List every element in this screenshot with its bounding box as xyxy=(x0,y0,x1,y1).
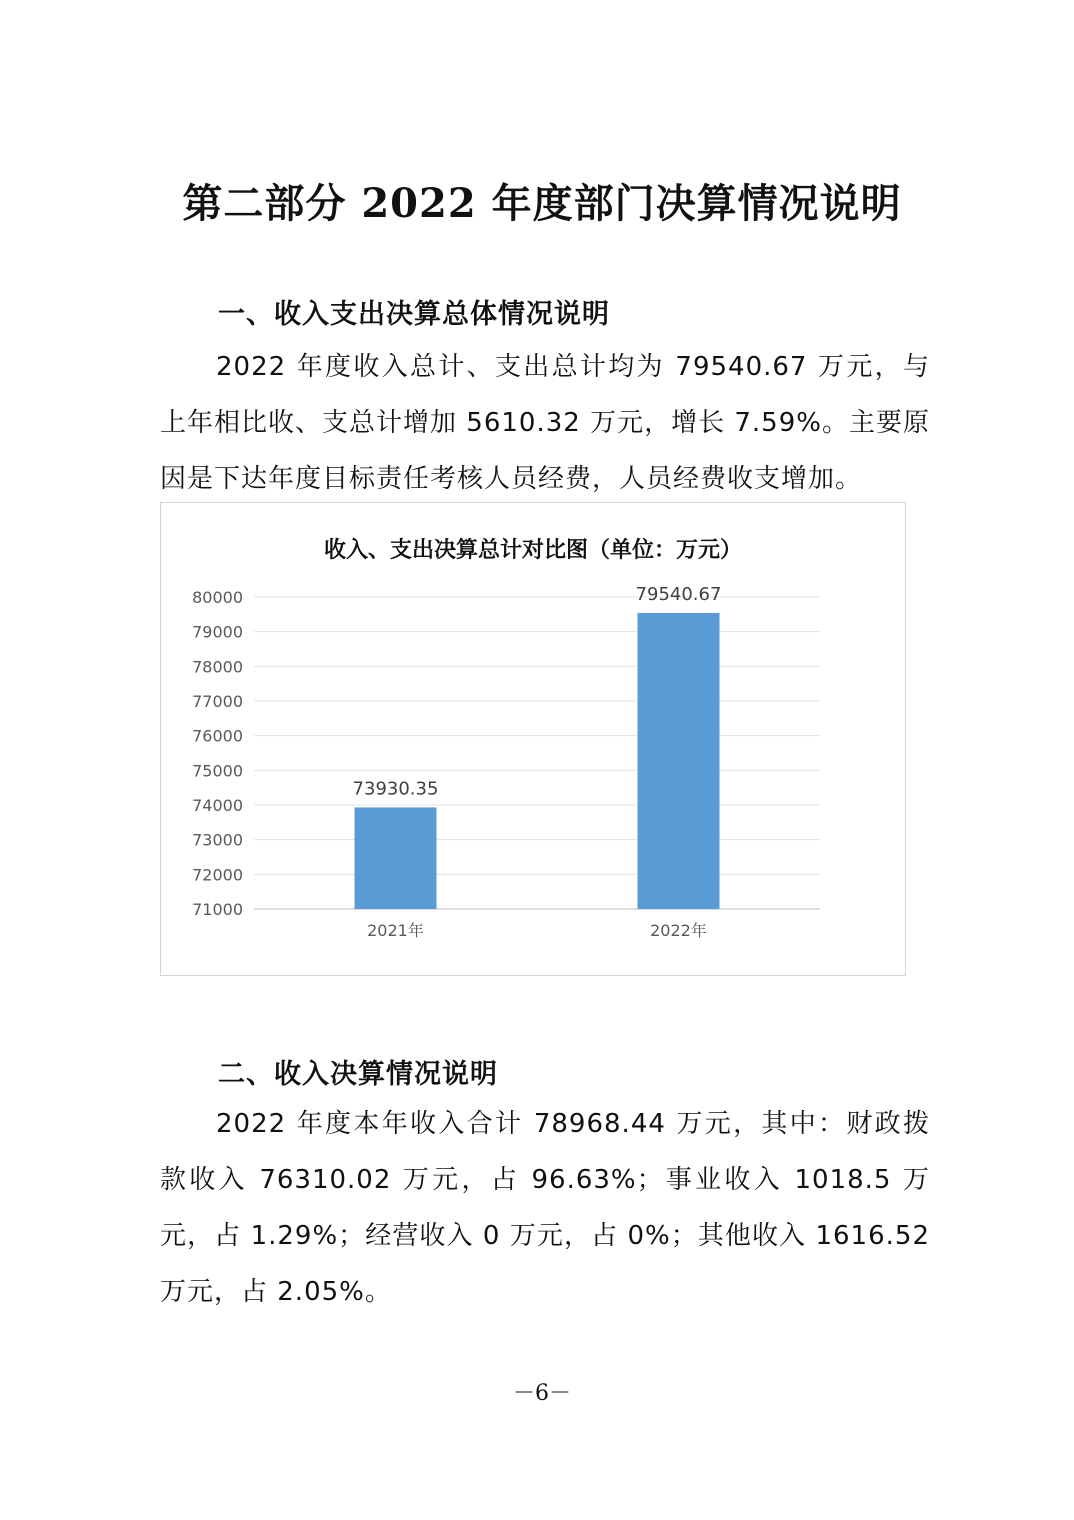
y-tick-label: 78000 xyxy=(192,657,243,677)
y-tick-label: 77000 xyxy=(192,692,243,711)
y-tick-label: 74000 xyxy=(192,796,243,815)
x-tick-label: 2022年 xyxy=(650,921,707,940)
page-number: －6－ xyxy=(513,1381,571,1406)
y-tick-label: 73000 xyxy=(192,830,243,850)
y-tick-label: 79000 xyxy=(192,622,243,642)
bar xyxy=(355,807,437,909)
y-tick-label: 71000 xyxy=(192,900,243,919)
section-paragraph-income xyxy=(160,1096,930,1320)
data-label: 79540.67 xyxy=(635,583,722,605)
chart-title: 收入、支出决算总计对比图（单位：万元） xyxy=(323,538,742,563)
bar xyxy=(638,613,720,909)
paragraph-text: 2022 年度本年收入合计 78968.44 万元，其中：财政拨款收入 76310.02 万元，占 96.63%；事业收入 1018.5 万元，占 1.29%；经营收入 0 万元，占 0%；其他收入 1616.52 万元，占 2.05%。 xyxy=(160,1109,930,1307)
section-heading-overall: 一、收入支出决算总体情况说明 xyxy=(218,299,610,330)
data-label: 73930.35 xyxy=(352,778,439,800)
paragraph-text: 2022 年度收入总计、支出总计均为 79540.67 万元，与上年相比收、支总计增加 5610.32 万元，增长 7.59%。主要原因是下达年度目标责任考核人员经费，人员经费收支增加。 xyxy=(160,352,930,494)
y-tick-label: 80000 xyxy=(192,588,243,607)
x-tick-label: 2021年 xyxy=(367,921,424,940)
page-title: 第二部分 2022 年度部门决算情况说明 xyxy=(182,180,902,227)
y-tick-label: 75000 xyxy=(192,761,243,781)
y-tick-label: 76000 xyxy=(192,726,243,746)
y-tick-label: 72000 xyxy=(192,865,243,885)
section-heading-income: 二、收入决算情况说明 xyxy=(218,1059,498,1090)
